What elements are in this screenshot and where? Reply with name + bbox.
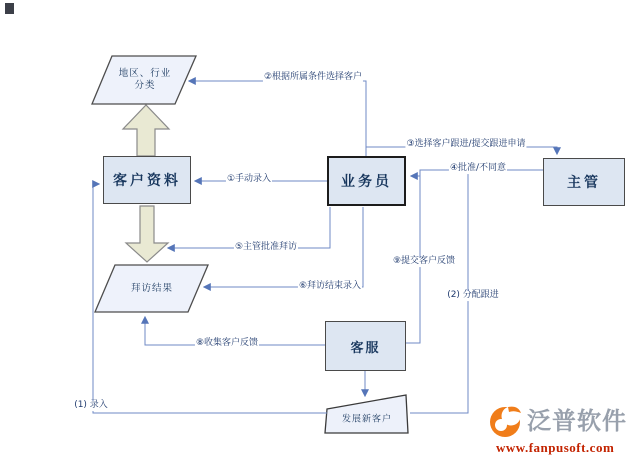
block-arrow-up-icon: [123, 105, 169, 156]
edge-label-visit-end-entry: ⑥拜访结束录入: [298, 281, 362, 292]
node-salesperson-label: 业务员: [341, 174, 392, 190]
fanpu-watermark: [488, 403, 636, 453]
node-customer-service-label: 客服: [350, 340, 381, 356]
node-visit-result-label: 拜访结果: [130, 283, 174, 295]
edge-label-collect-feedback: ⑧收集客户反馈: [195, 338, 259, 349]
node-customer-data-label: 客户资料: [113, 173, 181, 189]
edge-label-assign-followup: (2) 分配跟进: [447, 290, 499, 301]
edge-label-entry: (1) 录入: [74, 400, 108, 411]
node-develop-new-customer-label: 发展新客户: [341, 414, 393, 425]
fanpu-url-text: www.fanpusoft.com: [496, 440, 615, 455]
node-supervisor: [543, 158, 625, 206]
node-customer-service: [325, 321, 406, 371]
edge-label-manual-entry: ①手动录入: [226, 174, 272, 185]
edge-label-supervisor-approves-visit: ⑤主管批准拜访: [234, 242, 298, 253]
node-region-industry-label: 地区、行业 分类: [118, 68, 172, 91]
node-customer-data: [103, 156, 191, 204]
edge-label-approve-reject: ④批准/不同意: [449, 163, 507, 174]
node-supervisor-label: 主管: [567, 175, 601, 191]
fanpu-logo-icon: [488, 403, 524, 439]
connector-select-by-condition: [189, 81, 366, 156]
block-arrow-down-icon: [126, 206, 168, 262]
fanpu-brand-text: 泛普软件: [527, 407, 627, 435]
node-salesperson: [327, 156, 406, 206]
edge-label-submit-feedback: ⑨提交客户反馈: [392, 256, 456, 267]
edge-label-select-by-condition: ②根据所属条件选择客户: [263, 72, 363, 83]
edge-label-submit-followup-request: ③选择客户跟进/提交跟进申请: [406, 139, 526, 150]
